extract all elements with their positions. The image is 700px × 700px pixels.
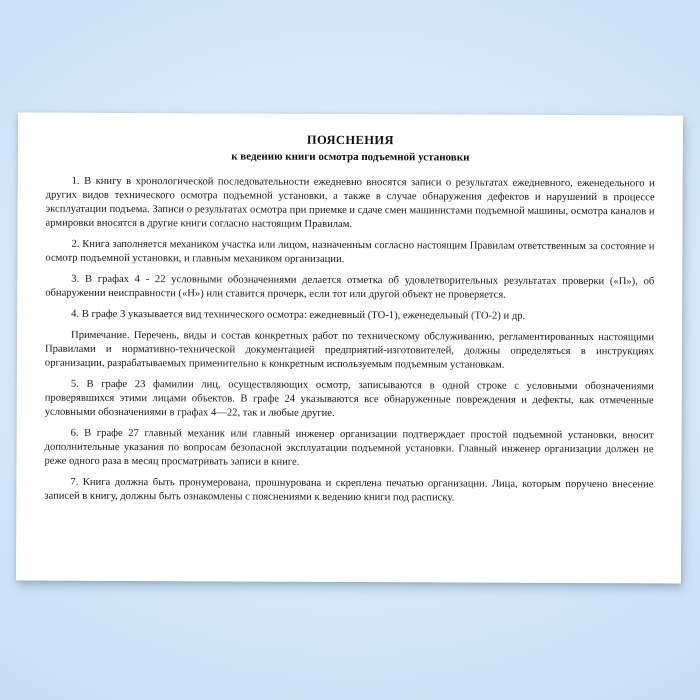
document-title: ПОЯСНЕНИЯ xyxy=(306,132,394,148)
paragraph-1: 1. В книгу в хронологической последовательности ежедневно вносятся записи о результатах ежедневного, еженедельного и других видов технического осмотра подъемной установки, а также в случае обнаружения дефектов и нарушений в процессе эксплуатации подъема. Записи о результатах осмотра при приемке и сдаче смен машинистами подъемной машины, осмотра каналов и армировки вносятся в другие книги согласно настоящим Правилам. xyxy=(45,175,655,231)
paragraph-3: 3. В графах 4 - 22 условными обозначениями делается отметка об удовлетворительных результатах проверки («П»), об обнаружении неисправности («Н») или ставится прочерк, если тот или другой объект не проверяется. xyxy=(45,273,655,301)
document-subtitle: к ведению книги осмотра подъемной установки xyxy=(231,150,470,164)
paragraph-4: 4. В графе 3 указывается вид технического осмотра: ежедневный (ТО-1), еженедельный (ТО-2) и др. xyxy=(71,308,526,322)
paragraph-2: 2. Книга заполняется механиком участка или лицом, назначенным согласно настоящим Правилам ответственным за состояние и осмотр подъемной установки, и главным механиком организации. xyxy=(45,238,655,265)
paragraph-6: 6. В графе 27 главный механик или главный инженер организации подтверждает простой подъемной установки, вносит дополнительные указания по вопросам безопасной эксплуатации подъемной установки. Главный инженер организации должен не реже одного раза в месяц просматривать записи в книге. xyxy=(44,427,654,468)
document-page xyxy=(16,113,683,584)
document-content xyxy=(16,113,683,507)
paragraph-7: 7. Книга должна быть пронумерована, прошнурована и скреплена печатью организации. Лица, которым поручено внесение записей в книгу, должны быть ознакомлены с пояснениями к ведению книги под расписку. xyxy=(44,476,654,504)
paragraph-note: Примечание. Перечень, виды и состав конкретных работ по техническому обслуживанию, регламентированных настоящими Правилами и нормативно-технической документацией предприятий-изготовителей, должны определяться в инструкциях организации, разрабатываемых применительно к конкретным используемым подъемным установкам. xyxy=(44,329,655,371)
paragraph-5: 5. В графе 23 фамилии лиц, осуществляющих осмотр, записываются в одной строке с условными обозначениями проверявшихся этими лицами объектов. В графе 24 указываются все обнаруженные повреждения и дефекты, как отмеченные условными обозначениями в графах 4—22, так и любые другие. xyxy=(44,378,654,419)
